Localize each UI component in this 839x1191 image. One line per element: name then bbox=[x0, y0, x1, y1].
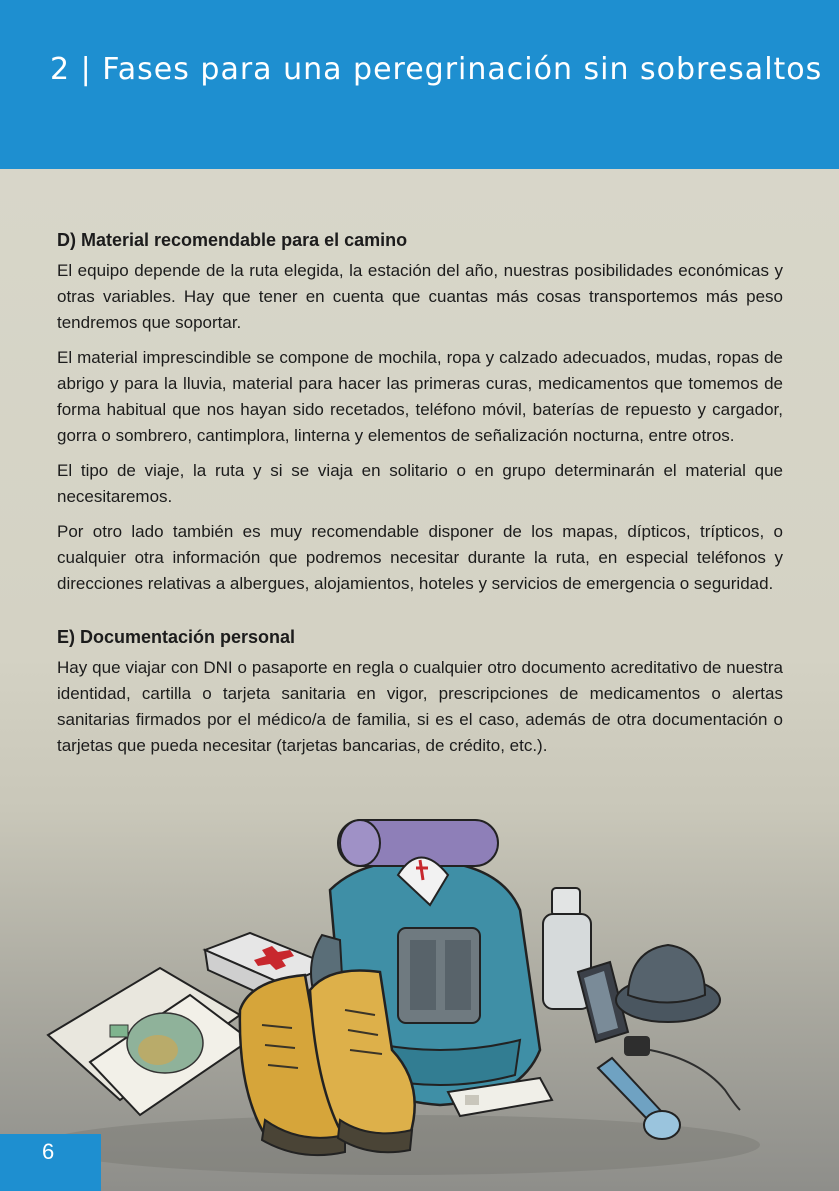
page-title: 2 | Fases para una peregrinación sin sobresaltos bbox=[50, 52, 823, 87]
section-heading: E) Documentación personal bbox=[57, 627, 296, 647]
page-number: 6 bbox=[42, 1139, 55, 1164]
section-documentation bbox=[57, 623, 783, 759]
section-heading: D) Material recomendable para el camino bbox=[57, 230, 408, 250]
paragraph: El tipo de viaje, la ruta y si se viaja en solitario o en grupo determinarán el material que necesitaremos. bbox=[57, 461, 783, 506]
paragraph: Hay que viajar con DNI o pasaporte en regla o cualquier otro documento acreditativo de nuestra identidad, cartilla o tarjeta sanitaria en vigor, prescripciones de medicamentos o alertas sanitarias firmados por el médico/a de familia, si es el caso, además de otra documentación o tarjetas que pueda necesitar (tarjetas bancarias, de crédito, etc.). bbox=[57, 658, 783, 755]
paragraph: El equipo depende de la ruta elegida, la estación del año, nuestras posibilidades económicas y otras variables. Hay que tener en cuenta que cuantas más cosas transportemos más peso tendremos que soportar. bbox=[57, 261, 783, 332]
paragraph: El material imprescindible se compone de mochila, ropa y calzado adecuados, mudas, ropas de abrigo y para la lluvia, material para hacer las primeras curas, medicamentos que tomemos de forma habitual que nos hayan sido recetados, teléfono móvil, baterías de repuesto y cargador, gorra o sombrero, cantimplora, linterna y elementos de señalización nocturna, entre otros. bbox=[57, 348, 783, 445]
main-content bbox=[57, 226, 783, 768]
paragraph: Por otro lado también es muy recomendable disponer de los mapas, dípticos, trípticos, o cualquier otra información que podremos necesitar durante la ruta, en especial teléfonos y direcciones relativas a albergues, alojamientos, hoteles y servicios de emergencia o seguridad. bbox=[57, 522, 783, 593]
gear-illustration bbox=[0, 800, 839, 1191]
hat-icon bbox=[616, 945, 720, 1022]
section-material bbox=[57, 226, 783, 597]
header-bar bbox=[0, 0, 839, 169]
map-icon bbox=[48, 968, 250, 1115]
